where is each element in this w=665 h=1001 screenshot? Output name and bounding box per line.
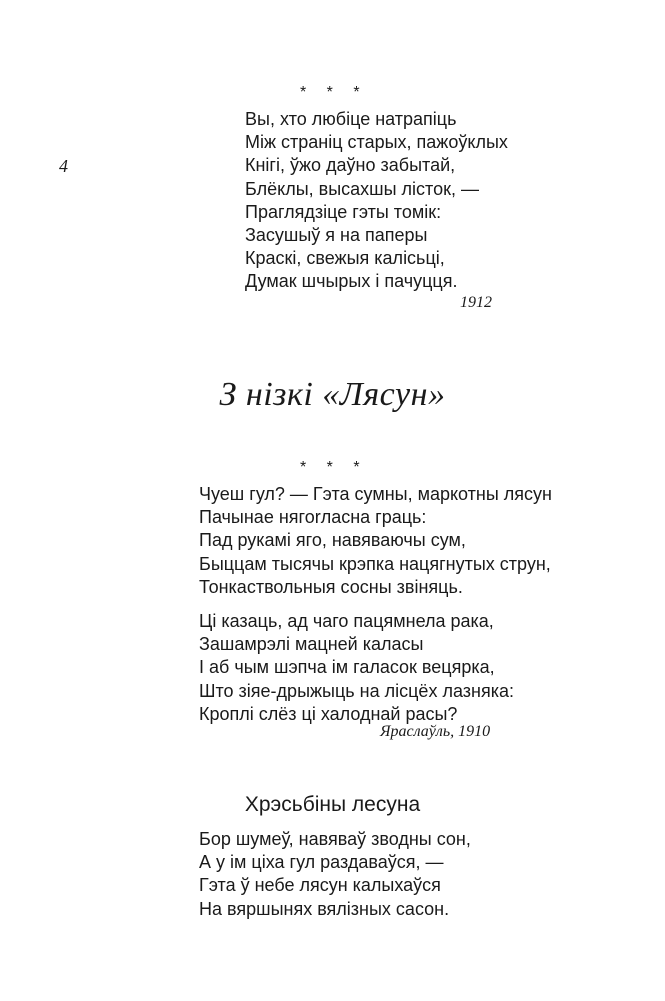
poem-line: На вяршынях вялізных сасон. <box>199 898 450 919</box>
section-title: З нізкі «Лясун» <box>219 376 446 413</box>
poem-line: Засушыў я на паперы <box>245 225 428 246</box>
asterism: * * * <box>300 84 368 101</box>
asterism: * * * <box>300 459 368 476</box>
poem-line: Кнігі, ўжо даўно забытай, <box>245 155 456 176</box>
stanza-gap <box>199 599 552 610</box>
poem-line: А у ім ціха гул раздаваўся, — <box>199 852 444 873</box>
poem-text <box>199 483 552 726</box>
poem-line: І аб чым шэпча ім галасок вецярка, <box>199 657 495 678</box>
page-number: 4 <box>59 156 68 176</box>
poem-line: Тонкаствольныя сосны звіняць. <box>199 576 463 597</box>
poem-line: Блёклы, высахшы лісток, — <box>245 178 479 199</box>
poem-line: Ці казаць, ад чаго пацямнела рака, <box>199 611 494 632</box>
poem-place-date: Ярaслаўль, 1910 <box>380 723 491 740</box>
poem-line: Краскі, свежыя калісьці, <box>245 248 445 269</box>
poem-line: Бор шумеў, навяваў зводны сон, <box>199 829 471 849</box>
poem-line: Пачынае нягоrласна граць: <box>199 507 427 528</box>
poem-line: Кроплі слёз ці халоднай расы? <box>199 703 458 724</box>
poem-line: Гэта ў небе лясун калыхаўся <box>199 875 441 896</box>
poem-line: Вы, хто любіце натрапіць <box>245 109 457 129</box>
poem-line: Што зіяе-дрыжыць на лісцёх лазняка: <box>199 680 514 701</box>
poem-title: Хрэсьбіны лесуна <box>244 793 421 816</box>
poem-line: Быццам тысячы крэпка нацягнутых струн, <box>199 553 551 574</box>
poem-text <box>245 108 508 294</box>
poem-line: Між страніц старых, пажоўклых <box>245 132 508 153</box>
poem-line: Пад рукамі яго, навяваючы сум, <box>199 530 466 551</box>
poem-line: Чуеш гул? — Гэта сумны, маркотны лясун <box>199 484 552 504</box>
poem-date: 1912 <box>460 294 492 311</box>
poem-text <box>199 828 471 921</box>
poem-line: Думак шчырых і пачуцця. <box>245 271 458 292</box>
poem-line: Праглядзіце гэты томік: <box>245 201 442 222</box>
poem-line: Зашамрэлі мацней каласы <box>199 634 424 655</box>
